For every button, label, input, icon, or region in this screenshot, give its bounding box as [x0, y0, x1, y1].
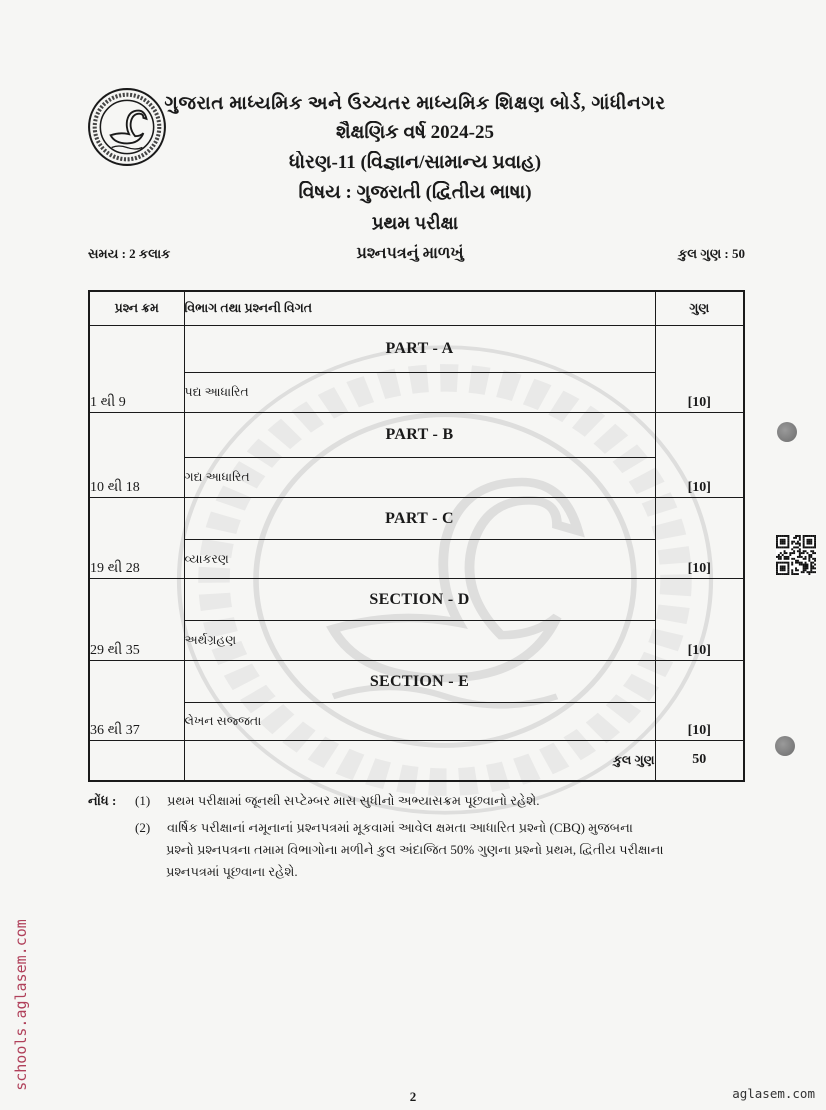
section-marks: [10]: [655, 498, 744, 579]
site-watermark-text: aglasem.com: [732, 1086, 815, 1101]
section-title: PART - A: [184, 326, 655, 373]
section-detail-row: [89, 458, 744, 498]
section-detail: ગદ્ય આધારિત: [184, 458, 655, 498]
section-title-row: [89, 413, 744, 458]
academic-year: શૈક્ષણિક વર્ષ 2024-25: [335, 122, 494, 143]
note-number: (2): [135, 820, 151, 835]
section-title-row: [89, 661, 744, 703]
section-detail: અર્થગ્રહણ: [184, 621, 655, 661]
board-logo: [86, 86, 168, 168]
section-title-row: [89, 579, 744, 621]
section-detail: પદ્ય આધારિત: [184, 373, 655, 413]
section-detail: લેખન સજ્જતા: [184, 703, 655, 741]
side-watermark-text: schools.aglasem.com: [12, 919, 30, 1091]
subject: વિષય : ગુજરાતી (દ્વિતીય ભાષા): [298, 182, 532, 203]
total-marks-header: કુલ ગુણ : 50: [678, 246, 745, 261]
total-label: કુલ ગુણ: [184, 741, 655, 781]
total-value: 50: [655, 741, 744, 781]
section-detail-row: [89, 703, 744, 741]
total-empty-cell: [89, 741, 184, 781]
section-title-row: [89, 498, 744, 540]
question-range: 19 થી 28: [89, 498, 184, 579]
question-paper-structure-table: [88, 290, 745, 782]
header-section-detail: વિભાગ તથા પ્રશ્નની વિગત: [184, 291, 655, 326]
exam-duration: સમય : 2 કલાક: [88, 246, 171, 261]
note-text: વાર્ષિક પરીક્ષાનાં નમૂનાનાં પ્રશ્નપત્રમાં મૂકવામાં આવેલ ક્ષમતા આધારિત પ્રશ્નો (CBQ) મુજબના: [167, 820, 633, 835]
question-range: 29 થી 35: [89, 579, 184, 661]
section-title: PART - B: [184, 413, 655, 458]
header-question-number: પ્રશ્ન ક્રમ: [89, 291, 184, 326]
note-text: પ્રશ્નો પ્રશ્નપત્રના તમામ વિભાગોના મળીને કુલ અંદાજિત 50% ગુણના પ્રશ્નો પ્રથમ, દ્વિતીય પરીક્ષાના: [166, 842, 664, 857]
question-range: 10 થી 18: [89, 413, 184, 498]
section-title: PART - C: [184, 498, 655, 540]
section-detail: વ્યાકરણ: [184, 540, 655, 579]
header-marks: ગુણ: [655, 291, 744, 326]
note-text: પ્રશ્નપત્રમાં પૂછવાના રહેશે.: [166, 864, 298, 879]
table-header-row: [89, 291, 744, 326]
note-text: પ્રથમ પરીક્ષામાં જૂનથી સપ્ટેમ્બર માસ સુધીનો અભ્યાસક્રમ પૂછવાનો રહેશે.: [167, 793, 540, 808]
question-range: 1 થી 9: [89, 326, 184, 413]
section-marks: [10]: [655, 579, 744, 661]
page-number: 2: [409, 1089, 417, 1104]
question-range: 36 થી 37: [89, 661, 184, 741]
section-marks: [10]: [655, 661, 744, 741]
section-title: SECTION - E: [184, 661, 655, 703]
qr-code-icon: [776, 535, 816, 575]
board-name: ગુજરાત માધ્યમિક અને ઉચ્ચતર માધ્યમિક શિક્ષણ બોર્ડ, ગાંધીનગર: [164, 94, 666, 114]
section-title-row: [89, 326, 744, 373]
punch-hole: [777, 422, 797, 442]
section-detail-row: [89, 373, 744, 413]
section-marks: [10]: [655, 326, 744, 413]
punch-hole: [775, 736, 795, 756]
section-detail-row: [89, 540, 744, 579]
notes-label: નોંધ :: [88, 793, 117, 808]
exam-name: પ્રથમ પરીક્ષા: [371, 213, 459, 233]
total-row: [89, 741, 744, 781]
paper-structure-title: પ્રશ્નપત્રનું માળખું: [356, 245, 464, 262]
standard-stream: ધોરણ-11 (વિજ્ઞાન/સામાન્ય પ્રવાહ): [288, 152, 542, 173]
section-detail-row: [89, 621, 744, 661]
section-title: SECTION - D: [184, 579, 655, 621]
note-number: (1): [135, 793, 151, 808]
section-marks: [10]: [655, 413, 744, 498]
